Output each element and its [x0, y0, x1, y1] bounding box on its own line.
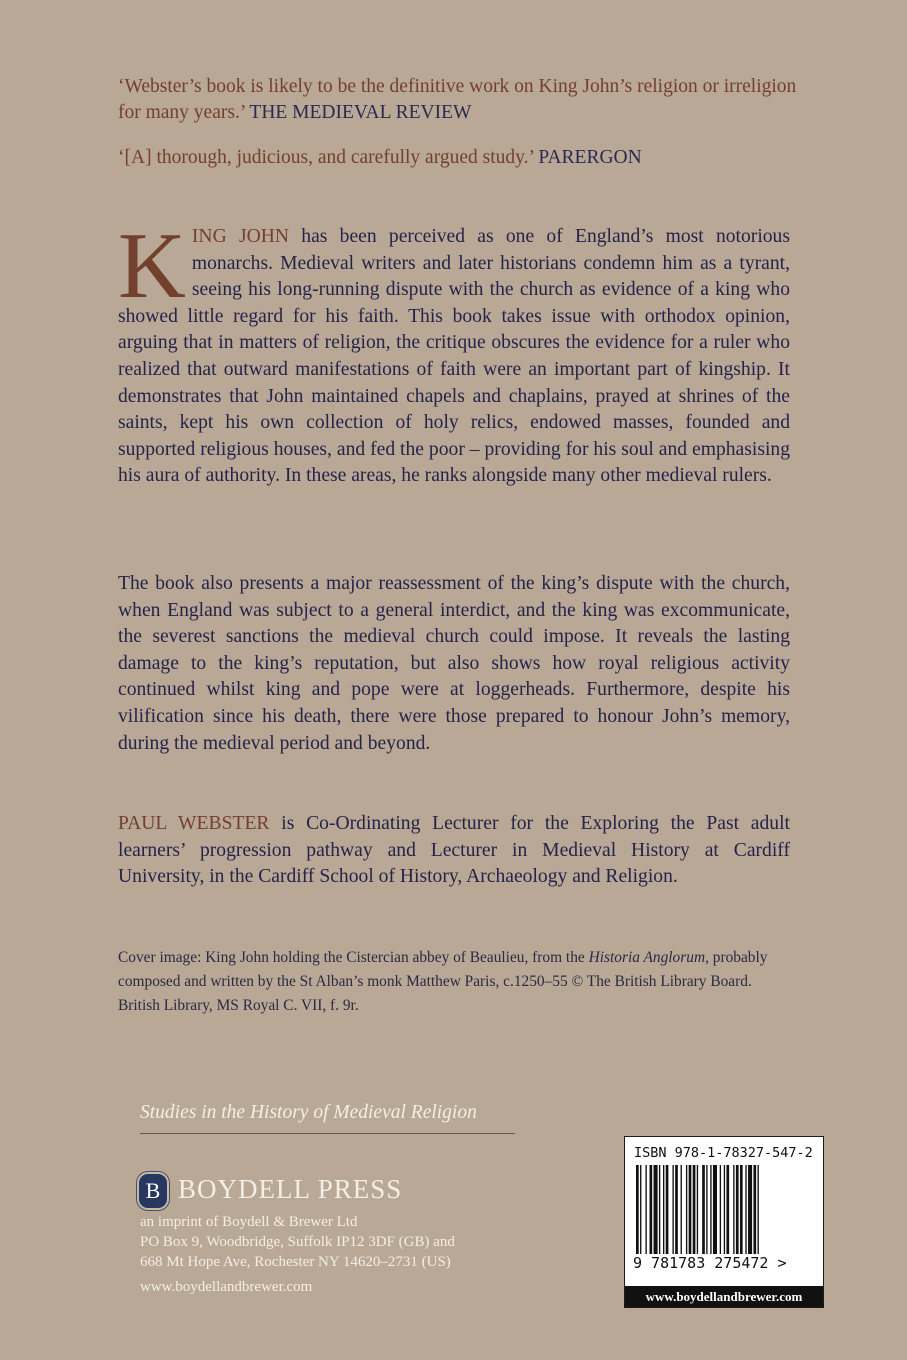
barcode-bars-icon [636, 1165, 814, 1257]
boydell-logo-icon: B [137, 1172, 169, 1210]
author-name: PAUL WEBSTER [118, 813, 270, 834]
credit-text-start: Cover image: King John holding the Cistercian abbey of Beaulieu, from the [118, 949, 585, 966]
drop-cap: K [118, 214, 186, 318]
blurb-paragraph-1 [118, 214, 790, 490]
review-quote-1 [118, 74, 798, 126]
blurb-paragraph-1-text: has been perceived as one of England’s most notorious monarchs. Medieval writers and later historians condemn him as a tyrant, seeing his long-running dispute with the church as evidence of a king who showed little regard for his faith. This book takes issue with orthodox opinion, arguing that in matters of religion, the critique obscures the evidence for a ruler who realized that outward manifestations of faith were an important part of kingship. It demonstrates that John maintained chapels and chaplains, prayed at shrines of the saints, kept his own collection of holy relics, endowed masses, founded and supported religious houses, and fed the poor – providing for his soul and emphasising his aura of authority. In these areas, he ranks alongside many other medieval rulers. [118, 226, 790, 487]
review-quote-2-text: ‘[A] thorough, judicious, and carefully argued study.’ [118, 147, 534, 168]
author-bio-text: is Co-Ordinating Lecturer for the Exploring the Past adult learners’ progression pathway and Lecturer in Medieval History at Cardiff University, in the Cardiff School of History, Archaeology and Religion. [118, 813, 790, 888]
review-quote-2 [118, 145, 798, 171]
blurb-lead-in: ING JOHN [191, 226, 290, 247]
publisher-address-2: 668 Mt Hope Ave, Rochester NY 14620–2731 (US) [140, 1254, 451, 1270]
review-quote-2-source: PARERGON [538, 147, 642, 168]
blurb-paragraph-2: The book also presents a major reassessment of the king’s dispute with the church, when England was subject to a general interdict, and the king was excommunicate, the severest sanctions the medieval church could impose. It reveals the lasting damage to the king’s reputation, but also shows how royal religious activity continued whilst king and pope were at loggerheads. Furthermore, despite his vilification since his death, there were those prepared to honour John’s memory, during the medieval period and beyond. [118, 573, 790, 754]
author-bio [118, 811, 790, 891]
publisher-website: www.boydellandbrewer.com [140, 1279, 313, 1295]
credit-text-end: , probably composed and written by the St Alban’s monk Matthew Paris, c.1250–55 © The British Library Board. British Library, MS Royal C. VII, f. 9r. [118, 949, 768, 1014]
publisher-address-1: PO Box 9, Woodbridge, Suffolk IP12 3DF (GB) and [140, 1234, 455, 1250]
isbn-barcode [624, 1136, 824, 1308]
credit-work-title: Historia Anglorum [588, 949, 706, 966]
barcode-url: www.boydellandbrewer.com [625, 1286, 823, 1307]
review-quote-1-source: THE MEDIEVAL REVIEW [249, 102, 472, 123]
review-quote-1-text: ‘Webster’s book is likely to be the definitive work on King John’s religion or irreligion for many years.’ [118, 76, 797, 123]
publisher-name: BOYDELL PRESS [178, 1174, 403, 1204]
publisher-imprint: an imprint of Boydell & Brewer Ltd [140, 1214, 358, 1230]
cover-image-credit [118, 946, 788, 1018]
barcode-digits: 9 781783 275472 > [633, 1254, 787, 1272]
series-title: Studies in the History of Medieval Religion [140, 1102, 515, 1134]
isbn-label: ISBN 978-1-78327-547-2 [634, 1145, 813, 1161]
